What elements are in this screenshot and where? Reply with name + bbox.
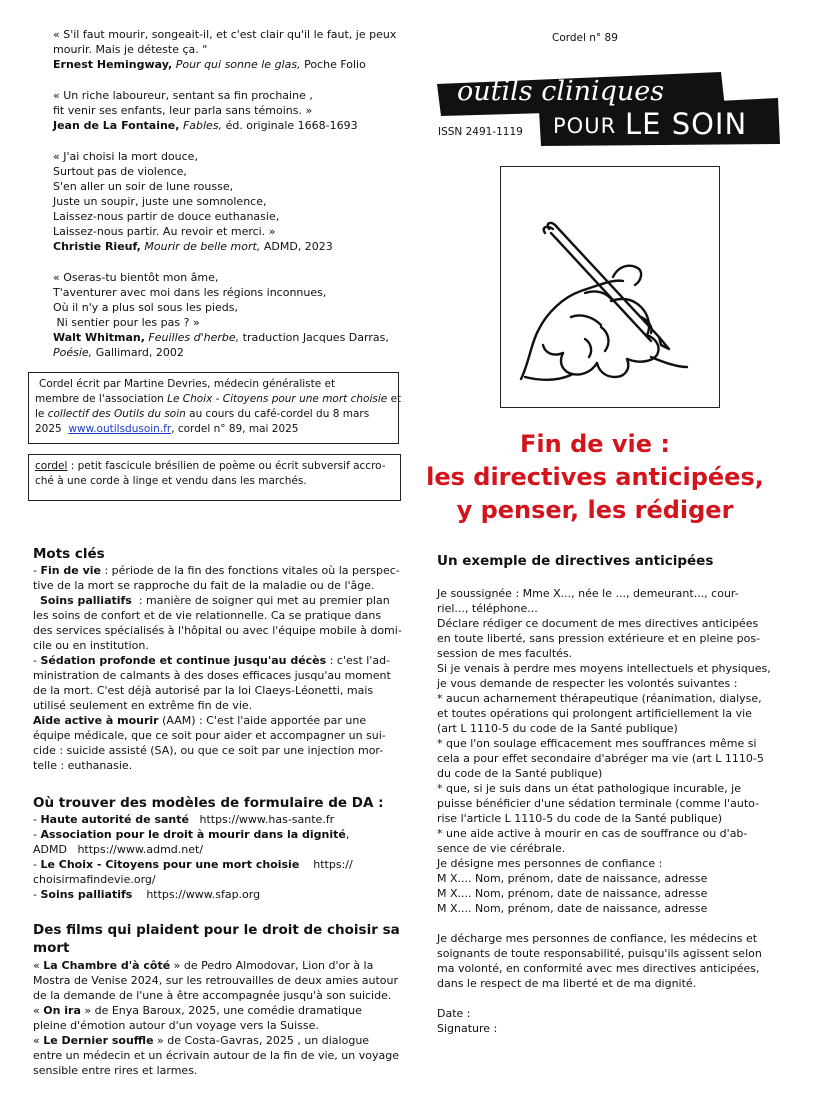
film-term: Le Dernier souffle (43, 1034, 154, 1047)
example-line: Je soussignée : Mme X..., née le ..., demeurant..., cour- (437, 587, 739, 600)
keyword-line (33, 713, 403, 728)
issn: ISSN 2491-1119 (438, 126, 523, 138)
quote-attribution (53, 118, 403, 133)
definition-term: cordel (35, 460, 68, 472)
example-line: en toute liberté, sans pression extérieure et en pleine pos- (437, 632, 761, 645)
keyword-line (33, 683, 403, 698)
film-line (33, 988, 403, 1003)
film-text: Mostra de Venise 2024, sur les retrouvailles de deux amies autour (33, 974, 398, 987)
quote-edition: Poche Folio (304, 58, 366, 71)
quote-work: Mourir de belle mort, (144, 240, 261, 253)
form-source-text: , (345, 828, 350, 841)
form-source-text: choisirmafindevie.org/ (33, 873, 156, 886)
form-source-term: Haute autorité de santé (40, 813, 189, 826)
credit-text: membre de l'association (35, 393, 168, 405)
keyword-line (33, 698, 403, 713)
signature-label: Signature : (437, 1022, 498, 1035)
quote-author: Jean de La Fontaine, (53, 119, 180, 132)
keyword-text: : c'est l'ad- (326, 654, 391, 667)
quote-whitman (53, 270, 403, 360)
form-source-term: Association pour le droit à mourir dans la dignité (40, 828, 346, 841)
quote-work: Poésie, (53, 346, 93, 359)
keyword-text: (AAM) : C'est l'aide apportée par une (158, 714, 367, 727)
example-line: M X.... Nom, prénom, date de naissance, adresse (437, 887, 708, 900)
quote-la-fontaine (53, 88, 403, 133)
quote-edition: traduction Jacques Darras, (242, 331, 389, 344)
keyword-term: Aide active à mourir (33, 714, 159, 727)
example-line: * aucun acharnement thérapeutique (réanimation, dialyse, (437, 692, 762, 705)
quote-work: Fables, (182, 119, 223, 132)
forms-list (33, 812, 403, 902)
film-line (33, 958, 403, 973)
film-text: pleine d'émotion autour d'un voyage vers la Suisse. (33, 1019, 319, 1032)
example-line: session de mes facultés. (437, 647, 573, 660)
film-text: de la demande de l'une à être accompagnée jusqu'à son suicide. (33, 989, 392, 1002)
keyword-text: des services spécialisés à l'hôpital ou avec l'équipe mobile à domi- (33, 624, 402, 637)
example-line: * que, si je suis dans un état pathologique incurable, je (437, 782, 742, 795)
quote-attribution (53, 239, 403, 254)
keywords-section (33, 545, 403, 773)
logo-text-le-soin: LE SOIN (625, 107, 748, 141)
example-line: Si je venais à perdre mes moyens intellectuels et physiques, (437, 662, 771, 675)
film-line (33, 1033, 403, 1048)
keyword-text: - (33, 564, 41, 577)
film-text: « (33, 1004, 44, 1017)
form-source-text: https://www.has-sante.fr (188, 813, 335, 826)
credit-line (35, 407, 392, 422)
films-heading-cont: mort (33, 940, 70, 956)
quote-author: Christie Rieuf, (53, 240, 141, 253)
quote-line: Laissez-nous partir de douce euthanasie, (53, 210, 280, 223)
quote-line: Ni sentier pour les pas ? » (53, 316, 200, 329)
example-line: riel..., téléphone... (437, 602, 538, 615)
quote-attribution-cont (53, 345, 403, 360)
film-text: » de Costa-Gavras, 2025 , un dialogue (153, 1034, 370, 1047)
film-text: » de Enya Baroux, 2025, une comédie dramatique (80, 1004, 362, 1017)
example-line: (art L 1110-5 du code de la Santé publique) (437, 722, 678, 735)
example-line: * que l'on soulage efficacement mes souffrances même si (437, 737, 757, 750)
film-line (33, 1063, 403, 1078)
credit-text: , cordel n° 89, mai 2025 (171, 423, 299, 435)
credit-text: et (387, 393, 402, 405)
keyword-line (33, 623, 403, 638)
hand-with-pen-icon (501, 167, 721, 409)
keyword-line (33, 653, 403, 668)
example-line: sence de vie cérébrale. (437, 842, 566, 855)
example-line: je vous demande de respecter les volontés suivantes : (437, 677, 738, 690)
form-source-text: ADMD https://www.admd.net/ (33, 843, 204, 856)
keyword-text: cide : suicide assisté (SA), ou que ce soit par une injection mor- (33, 744, 384, 757)
example-line: * une aide active à mourir en cas de souffrance ou d'ab- (437, 827, 748, 840)
example-body (437, 586, 797, 916)
logo-text-pour: POUR (553, 114, 617, 138)
quote-edition: Gallimard, 2002 (95, 346, 184, 359)
quote-line: fit venir ses enfants, leur parla sans témoins. » (53, 104, 313, 117)
films-section (33, 921, 403, 1078)
definition-text: : petit fascicule brésilien de poème ou écrit subversif accro- (67, 460, 386, 472)
definition-box (28, 454, 401, 501)
film-line (33, 1003, 403, 1018)
quote-rieuf (53, 149, 403, 254)
cordel-number: Cordel n° 89 (552, 32, 618, 44)
keyword-text: de la mort. C'est déjà autorisé par la loi Claeys-Léonetti, mais (33, 684, 374, 697)
quote-work: Feuilles d'herbe, (148, 331, 240, 344)
quote-line: Laissez-nous partir. Au revoir et merci. » (53, 225, 276, 238)
example-line: du code de la Santé publique) (437, 767, 603, 780)
film-text: « (33, 1034, 44, 1047)
quote-line: « Oseras-tu bientôt mon âme, (53, 271, 219, 284)
quote-attribution (53, 330, 403, 345)
form-source-text: - (33, 828, 41, 841)
credit-line: Cordel écrit par Martine Devries, médecin généraliste et (39, 378, 336, 390)
example-closing (437, 931, 797, 991)
keyword-term: Sédation profonde et continue jusqu'au décès (40, 654, 327, 667)
keyword-text (33, 594, 40, 607)
quote-line: Juste un soupir, juste une somnolence, (53, 195, 267, 208)
keyword-text: équipe médicale, que ce soit pour aider et accompagner un sui- (33, 729, 386, 742)
forms-section (33, 794, 403, 902)
form-source-text: - (33, 813, 41, 826)
keywords-heading: Mots clés (33, 546, 105, 562)
films-list (33, 958, 403, 1078)
keyword-text: cile ou en institution. (33, 639, 149, 652)
form-source-term: Soins palliatifs (40, 888, 133, 901)
form-source-text: https://www.sfap.org (132, 888, 261, 901)
example-line: et toutes opérations qui prolongent artificiellement la vie (437, 707, 752, 720)
keyword-line (33, 758, 403, 773)
keyword-text: telle : euthanasie. (33, 759, 133, 772)
credit-association: Le Choix - Citoyens pour une mort choisie (167, 393, 388, 405)
main-title-line1: Fin de vie : (520, 430, 670, 458)
keyword-line (33, 638, 403, 653)
keyword-line (33, 728, 403, 743)
credit-text: au cours du café-cordel du 8 mars (185, 408, 370, 420)
keyword-text: : période de la fin des fonctions vitales où la perspec- (100, 564, 400, 577)
keyword-text: : manière de soigner qui met au premier plan (131, 594, 390, 607)
quote-line: T'aventurer avec moi dans les régions inconnues, (53, 286, 327, 299)
film-text: « (33, 959, 44, 972)
date-label: Date : (437, 1007, 471, 1020)
example-closing-line: dans le respect de ma liberté et de ma dignité. (437, 977, 697, 990)
form-source-text: - (33, 858, 41, 871)
example-closing-line: Je décharge mes personnes de confiance, les médecins et (437, 932, 758, 945)
quote-edition: ADMD, 2023 (263, 240, 333, 253)
credit-line (35, 422, 392, 437)
keyword-text: utilisé seulement en extrême fin de vie. (33, 699, 253, 712)
credit-collectif: collectif des Outils du soin (47, 408, 186, 420)
form-source-line (33, 812, 403, 827)
form-source-text: - (33, 888, 41, 901)
example-line: M X.... Nom, prénom, date de naissance, adresse (437, 902, 708, 915)
film-line (33, 1018, 403, 1033)
credit-line (35, 392, 402, 407)
quote-line: « Un riche laboureur, sentant sa fin prochaine , (53, 89, 313, 102)
quote-line: Surtout pas de violence, (53, 165, 187, 178)
form-source-text: https:// (299, 858, 353, 871)
film-text: sensible entre rires et larmes. (33, 1064, 198, 1077)
example-section (437, 552, 797, 1036)
form-source-term: Le Choix - Citoyens pour une mort choisie (40, 858, 300, 871)
quote-line: mourir. Mais je déteste ça. " (53, 43, 208, 56)
keyword-line (33, 668, 403, 683)
film-term: On ira (43, 1004, 81, 1017)
quote-work: Pour qui sonne le glas, (175, 58, 301, 71)
quote-edition: éd. originale 1668-1693 (225, 119, 358, 132)
keyword-text: les soins de confort et de vie relationnelle. Ca se pratique dans (33, 609, 382, 622)
film-term: La Chambre d'à côté (43, 959, 171, 972)
example-line: M X.... Nom, prénom, date de naissance, adresse (437, 872, 708, 885)
keyword-line (33, 563, 403, 578)
credit-box (28, 372, 402, 444)
form-source-line (33, 872, 403, 887)
website-link[interactable]: www.outilsdusoin.fr (68, 423, 172, 435)
film-text: entre un médecin et un écrivain autour de la fin de vie, un voyage (33, 1049, 399, 1062)
films-heading: Des films qui plaident pour le droit de choisir sa (33, 922, 400, 938)
keyword-line (33, 608, 403, 623)
keywords-list (33, 563, 403, 773)
example-closing-line: soignants de toute responsabilité, puisqu'ils agissent selon (437, 947, 762, 960)
keyword-text: - (33, 654, 41, 667)
form-source-line (33, 857, 403, 872)
definition-line (35, 459, 394, 474)
keyword-term: Soins palliatifs (40, 594, 132, 607)
form-source-line (33, 887, 403, 902)
quote-line: « J'ai choisi la mort douce, (53, 150, 198, 163)
example-line: puisse bénéficier d'une sédation terminale (comme l'auto- (437, 797, 760, 810)
film-line (33, 1048, 403, 1063)
quote-line: « S'il faut mourir, songeait-il, et c'est clair qu'il le faut, je peux (53, 28, 397, 41)
quote-line: S'en aller un soir de lune rousse, (53, 180, 234, 193)
quote-author: Walt Whitman, (53, 331, 145, 344)
definition-line: ché à une corde à linge et vendu dans les marchés. (35, 475, 307, 487)
quote-author: Ernest Hemingway, (53, 58, 173, 71)
form-source-line (33, 842, 403, 857)
quote-hemingway (53, 27, 403, 72)
keyword-text: ministration de calmants à des doses efficaces jusqu'au moment (33, 669, 391, 682)
keyword-text: tive de la mort se rapproche du fait de la maladie ou de l'âge. (33, 579, 375, 592)
keyword-term: Fin de vie (40, 564, 101, 577)
hand-writing-illustration (500, 166, 720, 408)
example-line: Déclare rédiger ce document de mes directives anticipées (437, 617, 759, 630)
keyword-line (33, 578, 403, 593)
main-title-line3: y penser, les rédiger (456, 496, 734, 524)
logo-text-outils: outils cliniques (457, 76, 665, 107)
quote-attribution (53, 57, 403, 72)
example-heading: Un exemple de directives anticipées (437, 553, 714, 569)
example-line: rise l'article L 1110-5 du code de la Santé publique) (437, 812, 723, 825)
film-text: » de Pedro Almodovar, Lion d'or à la (170, 959, 374, 972)
credit-text: le (35, 408, 48, 420)
forms-heading: Où trouver des modèles de formulaire de DA : (33, 795, 384, 811)
example-line: Je désigne mes personnes de confiance : (437, 857, 663, 870)
keyword-line (33, 743, 403, 758)
credit-text: 2025 (35, 423, 69, 435)
form-source-line (33, 827, 403, 842)
example-closing-line: ma volonté, en conformité avec mes directives anticipées, (437, 962, 760, 975)
quote-line: Où il n'y a plus sol sous les pieds, (53, 301, 238, 314)
keyword-line (33, 593, 403, 608)
film-line (33, 973, 403, 988)
main-title-line2: les directives anticipées, (426, 463, 764, 491)
example-line: cela a pour effet secondaire d'abréger ma vie (art L 1110-5 (437, 752, 764, 765)
